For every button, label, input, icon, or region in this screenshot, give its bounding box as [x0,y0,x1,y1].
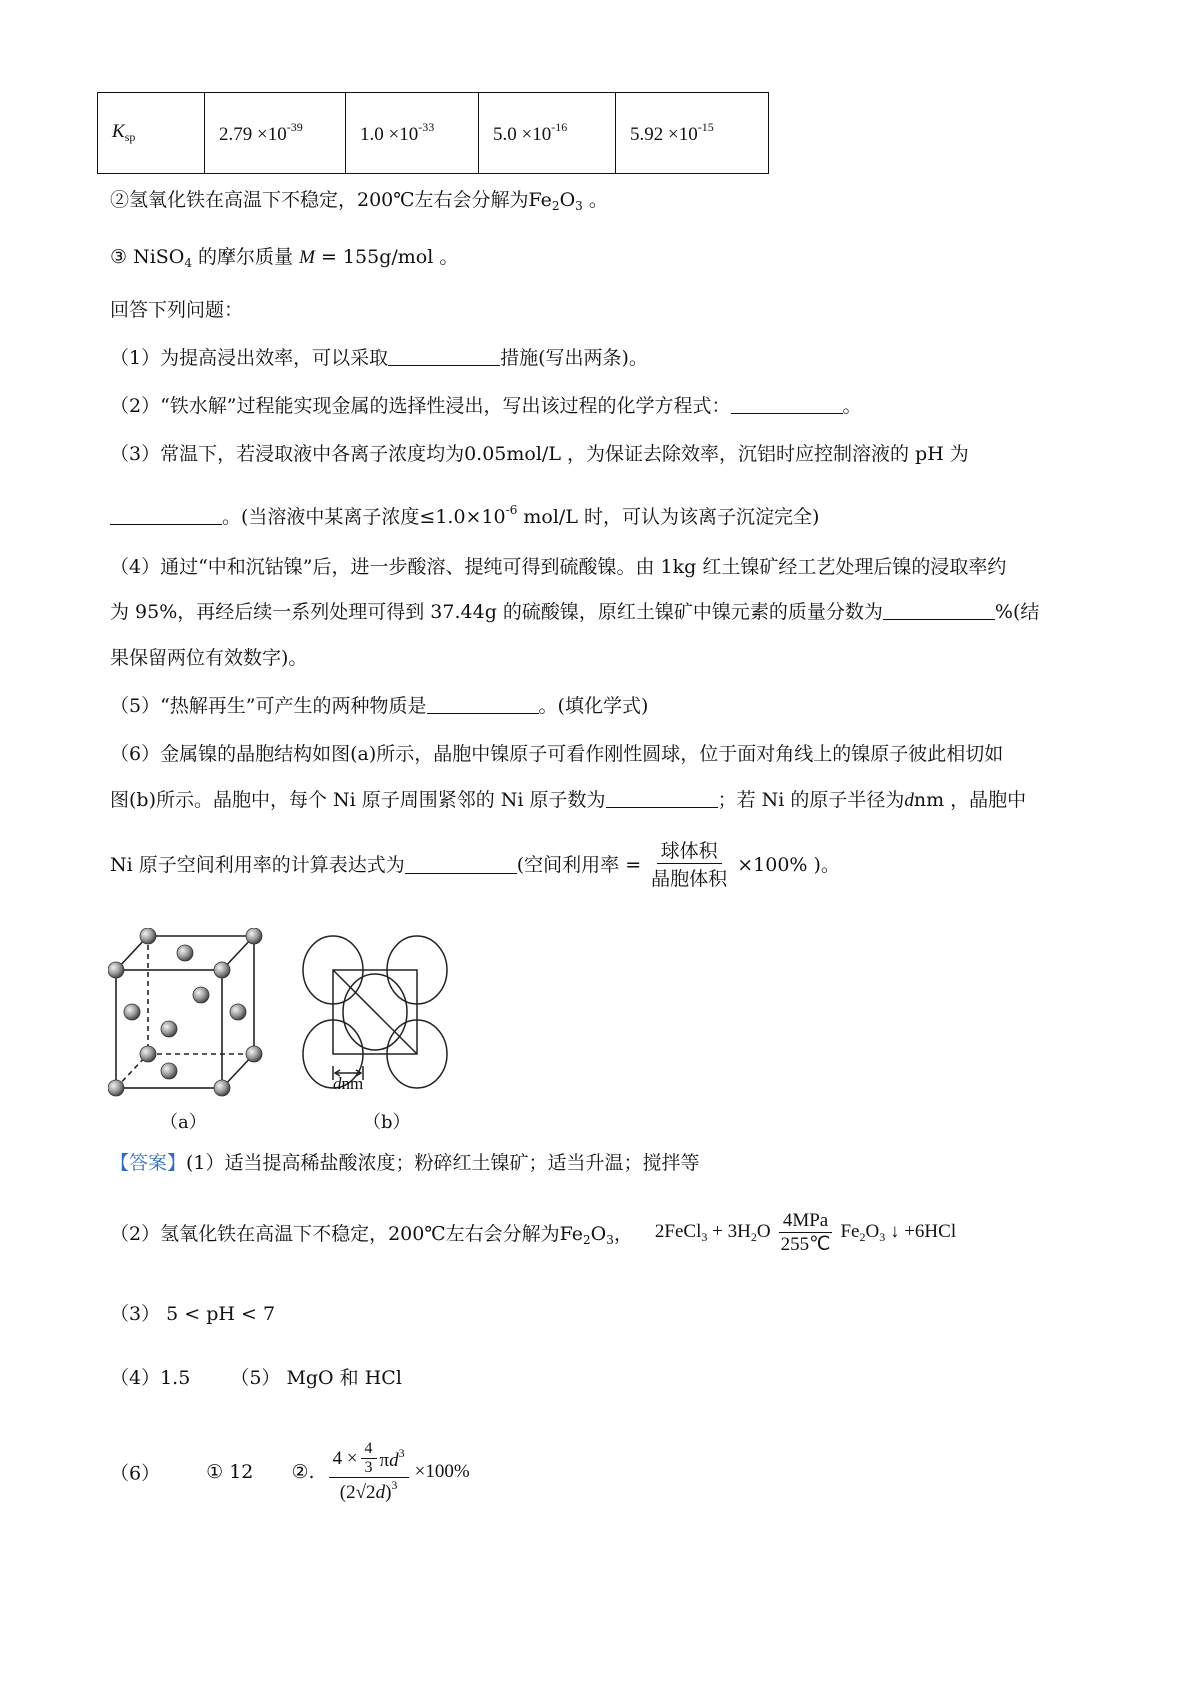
figure-a-caption: （a） [160,1112,207,1133]
question-1: （1）为提高浸出效率，可以采取 措施(写出两条)。 [110,347,648,369]
question-4-line-2: 为 95%，再经后续一系列处理可得到 37.44g 的硫酸镍，原红土镍矿中镍元素的质量分数为 %(结 [110,601,1040,623]
ksp-cell-1: $2.79 \times 10^{-39}$ [205,93,346,174]
atom [246,928,262,944]
ksp-label-cell [98,93,205,174]
answer-blank-5[interactable] [427,693,539,714]
answer-blank-3[interactable] [110,504,222,525]
answer-1: 【答案】(1）适当提高稀盐酸浓度；粉碎红土镍矿；适当升温；搅拌等 [110,1152,700,1174]
ksp-cell-2: $1.0 \times 10^{-33}$ [346,93,479,174]
answer-blank-4[interactable] [883,599,995,620]
atom [161,1021,177,1037]
atom [108,1080,124,1096]
ksp-label-sub: sp [124,130,136,144]
answer-blank-6b[interactable] [405,853,517,874]
atom [124,1004,140,1020]
answer-2: （2）氢氧化铁在高温下不稳定，200℃左右会分解为$Fe_2O_3$， 2FeCl$_3$ + $3H_2O$ $\frac{\text{4MPa}}{255℃}$ $Fe_2O_3$ ↓ +6HCl [110,1210,957,1255]
figure-b-d-label: dnm [333,1074,364,1093]
question-2: （2）“铁水解”过程能实现金属的选择性浸出，写出该过程的化学方程式： 。 [110,395,862,417]
note-3: ③ NiSO$_4$ 的摩尔质量 M = 155g/mol 。 [110,246,459,270]
atom [214,962,230,978]
atom [230,1004,246,1020]
atom [246,1046,262,1062]
answer-6: （6） ① 12 ②. 4 × $\frac{4}{3}$ $\pi d^3$ $(2√2d)^3$ ×100% [110,1440,470,1503]
atom [193,987,209,1003]
answer-tag: 【答案】 [110,1152,187,1174]
answer-blank-6a[interactable] [606,787,718,808]
precipitate-arrow: ↓ [889,1221,900,1242]
question-3-line-1: （3）常温下，若浸取液中各离子浓度均为0.05mol/L ，为保证去除效率，沉铝时应控制溶液的 pH 为 [110,443,969,465]
question-4-line-3: 果保留两位有效数字)。 [110,647,308,669]
atom [214,1080,230,1096]
prompt: 回答下列问题： [110,299,244,321]
answer-3: （3） 5 < pH < 7 [110,1303,276,1325]
figure-a-fcc-cell [108,928,278,1103]
answer-4-5: （4）1.5 （5） MgO 和 HCl [110,1367,402,1389]
atom [140,1046,156,1062]
question-6-line-3: Ni 原子空间利用率的计算表达式为 (空间利用率 = $\frac{\text{球体积}}{\text{晶胞体积}}$ ×100% )。 [110,836,840,891]
atom [161,1063,177,1079]
ksp-table [97,92,769,174]
question-5: （5）“热解再生”可产生的两种物质是 。(填化学式) [110,695,649,717]
atom [140,928,156,944]
question-6-line-2: 图(b)所示。晶胞中，每个 Ni 原子周围紧邻的 Ni 原子数为 ；若 Ni 的原子半径为dnm ，晶胞中 [110,789,1027,811]
answer-blank-1[interactable] [388,345,500,366]
utilization-expression: 4 × $\frac{4}{3}$ $\pi d^3$ $(2√2d)^3$ [329,1440,409,1504]
figure-b-caption: （b） [363,1112,411,1133]
figure-b-face-diagonal [300,928,460,1093]
answer-blank-2[interactable] [731,393,843,414]
ksp-label: K [112,121,125,142]
utilization-fraction: $\frac{\text{球体积}}{\text{晶胞体积}}$ [647,836,731,891]
question-6-line-1: （6）金属镍的晶胞结构如图(a)所示，晶胞中镍原子可看作刚性圆球，位于面对角线上的镍原子彼此相切如 [110,743,1004,765]
ksp-cell-3: $5.0 \times 10^{-16}$ [479,93,616,174]
reaction-condition: $\frac{\text{4MPa}}{255℃}$ [780,1210,831,1255]
question-4-line-1: （4）通过“中和沉钴镍”后，进一步酸溶、提纯可得到硫酸镍。由 1kg 红土镍矿经工艺处理后镍的浸取率约 [110,556,1007,578]
atom [108,962,124,978]
atom [177,945,193,961]
ksp-cell-4: $5.92 \times 10^{-15}$ [616,93,769,174]
note-2: ②氢氧化铁在高温下不稳定，200℃左右会分解为$Fe_2O_3$ 。 [110,189,608,213]
question-3-line-2: 。(当溶液中某离子浓度$\le 1.0\times 10^{-6}$ mol/L 时，可认为该离子沉淀完全) [110,496,819,531]
